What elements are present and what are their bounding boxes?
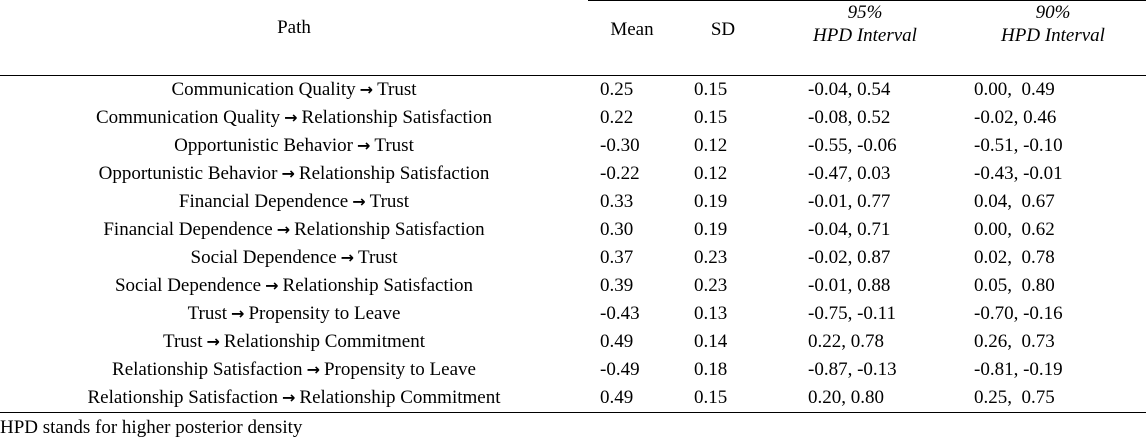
hpd-90-cell: 0.05, 0.80 (974, 275, 1055, 296)
mean-cell: -0.30 (600, 135, 640, 156)
path-from: Financial Dependence (178, 191, 349, 212)
hpd-90-cell: 0.00, 0.49 (974, 79, 1055, 100)
hpd-90-cell: 0.26, 0.73 (974, 331, 1055, 352)
path-from: Financial Dependence (103, 219, 273, 240)
arrow-right-icon: → (359, 80, 374, 99)
sd-cell: 0.19 (694, 219, 728, 240)
table-row (0, 104, 1146, 132)
header-hpd-95 (770, 1, 960, 76)
path-cell (0, 328, 588, 356)
hpd-95-cell: -0.47, 0.03 (808, 163, 891, 184)
table-row (0, 244, 1146, 272)
path-from: Communication Quality (171, 79, 356, 100)
arrow-right-icon: → (352, 192, 366, 211)
mean-cell: -0.43 (600, 303, 640, 324)
table-row (0, 188, 1146, 216)
arrow-right-icon: → (206, 332, 220, 351)
mean-cell: 0.37 (600, 247, 634, 268)
mean-cell: -0.22 (600, 163, 640, 184)
header-hpd-95-level: 95% (847, 2, 883, 23)
mean-cell: 0.25 (600, 79, 634, 100)
hpd-95-cell: -0.04, 0.71 (808, 219, 891, 240)
path-to: Propensity to Leave (323, 359, 476, 380)
hpd-95-cell: -0.01, 0.88 (808, 275, 891, 296)
table-row (0, 76, 1146, 105)
sd-cell: 0.13 (694, 303, 728, 324)
table-row (0, 328, 1146, 356)
mean-cell: 0.22 (600, 107, 634, 128)
path-cell (0, 104, 588, 132)
sd-cell: 0.23 (694, 275, 728, 296)
path-from: Opportunistic Behavior (98, 163, 278, 184)
mean-cell: 0.39 (600, 275, 634, 296)
path-from: Opportunistic Behavior (174, 135, 354, 156)
path-cell (0, 356, 588, 384)
header-hpd-90-level: 90% (1035, 2, 1071, 23)
path-to: Relationship Satisfaction (294, 219, 485, 240)
mean-cell: 0.33 (600, 191, 634, 212)
mean-cell: 0.49 (600, 331, 634, 352)
header-hpd-90 (960, 1, 1146, 76)
hpd-95-cell: -0.08, 0.52 (808, 107, 891, 128)
path-to: Relationship Satisfaction (298, 163, 490, 184)
hpd-90-cell: 0.02, 0.78 (974, 247, 1055, 268)
path-from: Trust (163, 331, 203, 352)
sd-cell: 0.19 (694, 191, 728, 212)
arrow-right-icon: → (281, 164, 295, 183)
path-to: Trust (358, 247, 398, 268)
arrow-right-icon: → (340, 248, 355, 267)
sd-cell: 0.18 (694, 359, 728, 380)
path-to: Relationship Satisfaction (301, 107, 493, 128)
hpd-95-cell: -0.02, 0.87 (808, 247, 891, 268)
path-cell (0, 300, 588, 328)
hpd-95-cell: -0.01, 0.77 (808, 191, 891, 212)
hpd-90-cell: 0.00, 0.62 (974, 219, 1055, 240)
path-cell (0, 76, 588, 105)
hpd-95-cell: -0.55, -0.06 (808, 135, 897, 156)
hpd-90-cell: -0.81, -0.19 (974, 359, 1063, 380)
header-sd: SD (676, 1, 770, 76)
mean-cell: 0.49 (588, 384, 676, 413)
path-cell (0, 244, 588, 272)
arrow-right-icon: → (282, 388, 296, 407)
path-to: Trust (377, 79, 417, 100)
table-row (0, 356, 1146, 384)
path-to: Relationship Satisfaction (282, 275, 474, 296)
hpd-90-cell: -0.02, 0.46 (974, 107, 1057, 128)
sd-cell: 0.23 (694, 247, 728, 268)
sd-cell: 0.14 (694, 331, 728, 352)
sd-cell: 0.12 (694, 135, 728, 156)
arrow-right-icon: → (357, 136, 371, 155)
table-row (0, 132, 1146, 160)
hpd-90-cell: 0.25, 0.75 (960, 384, 1146, 413)
header-hpd-90-label: HPD Interval (1001, 25, 1105, 46)
arrow-right-icon: → (306, 360, 320, 379)
path-from: Relationship Satisfaction (112, 359, 303, 380)
arrow-right-icon: → (284, 108, 298, 127)
path-to: Trust (374, 135, 414, 156)
sd-cell: 0.15 (694, 107, 728, 128)
arrow-right-icon: → (231, 304, 245, 323)
hpd-95-cell: 0.20, 0.80 (770, 384, 960, 413)
hpd-95-cell: -0.75, -0.11 (808, 303, 896, 324)
table-row (0, 300, 1146, 328)
arrow-right-icon: → (265, 276, 279, 295)
sd-cell: 0.15 (676, 384, 770, 413)
hpd-95-cell: -0.04, 0.54 (808, 79, 891, 100)
hpd-90-cell: -0.70, -0.16 (974, 303, 1063, 324)
table-body (0, 76, 1146, 413)
header-mean: Mean (588, 1, 676, 76)
path-from: Social Dependence (190, 247, 337, 268)
table-row (0, 216, 1146, 244)
hpd-90-cell: -0.51, -0.10 (974, 135, 1063, 156)
header-path: Path (277, 16, 311, 38)
path-to: Relationship Commitment (223, 331, 425, 352)
path-to: Trust (369, 191, 410, 212)
path-cell (0, 132, 588, 160)
path-cell (0, 216, 588, 244)
path-cell (0, 160, 588, 188)
header-hpd-95-label: HPD Interval (813, 25, 917, 46)
mean-cell: -0.49 (600, 359, 640, 380)
table-footnote: HPD stands for higher posterior density (0, 417, 303, 438)
mean-cell: 0.30 (600, 219, 634, 240)
table-row (0, 384, 1146, 413)
sd-cell: 0.15 (694, 79, 728, 100)
path-to: Propensity to Leave (248, 303, 401, 324)
path-from: Relationship Satisfaction (87, 387, 279, 408)
path-cell (0, 188, 588, 216)
arrow-right-icon: → (276, 220, 291, 239)
path-cell (0, 384, 588, 413)
path-from: Social Dependence (114, 275, 262, 296)
hpd-95-cell: 0.22, 0.78 (808, 331, 884, 352)
path-cell (0, 272, 588, 300)
path-to: Relationship Commitment (299, 387, 501, 408)
hpd-90-cell: -0.43, -0.01 (974, 163, 1063, 184)
table-row (0, 272, 1146, 300)
sd-cell: 0.12 (694, 163, 728, 184)
hpd-90-cell: 0.04, 0.67 (974, 191, 1055, 212)
hpd-95-cell: -0.87, -0.13 (808, 359, 897, 380)
path-from: Trust (187, 303, 228, 324)
table-row (0, 160, 1146, 188)
path-from: Communication Quality (95, 107, 281, 128)
table-header-row (0, 1, 1146, 76)
